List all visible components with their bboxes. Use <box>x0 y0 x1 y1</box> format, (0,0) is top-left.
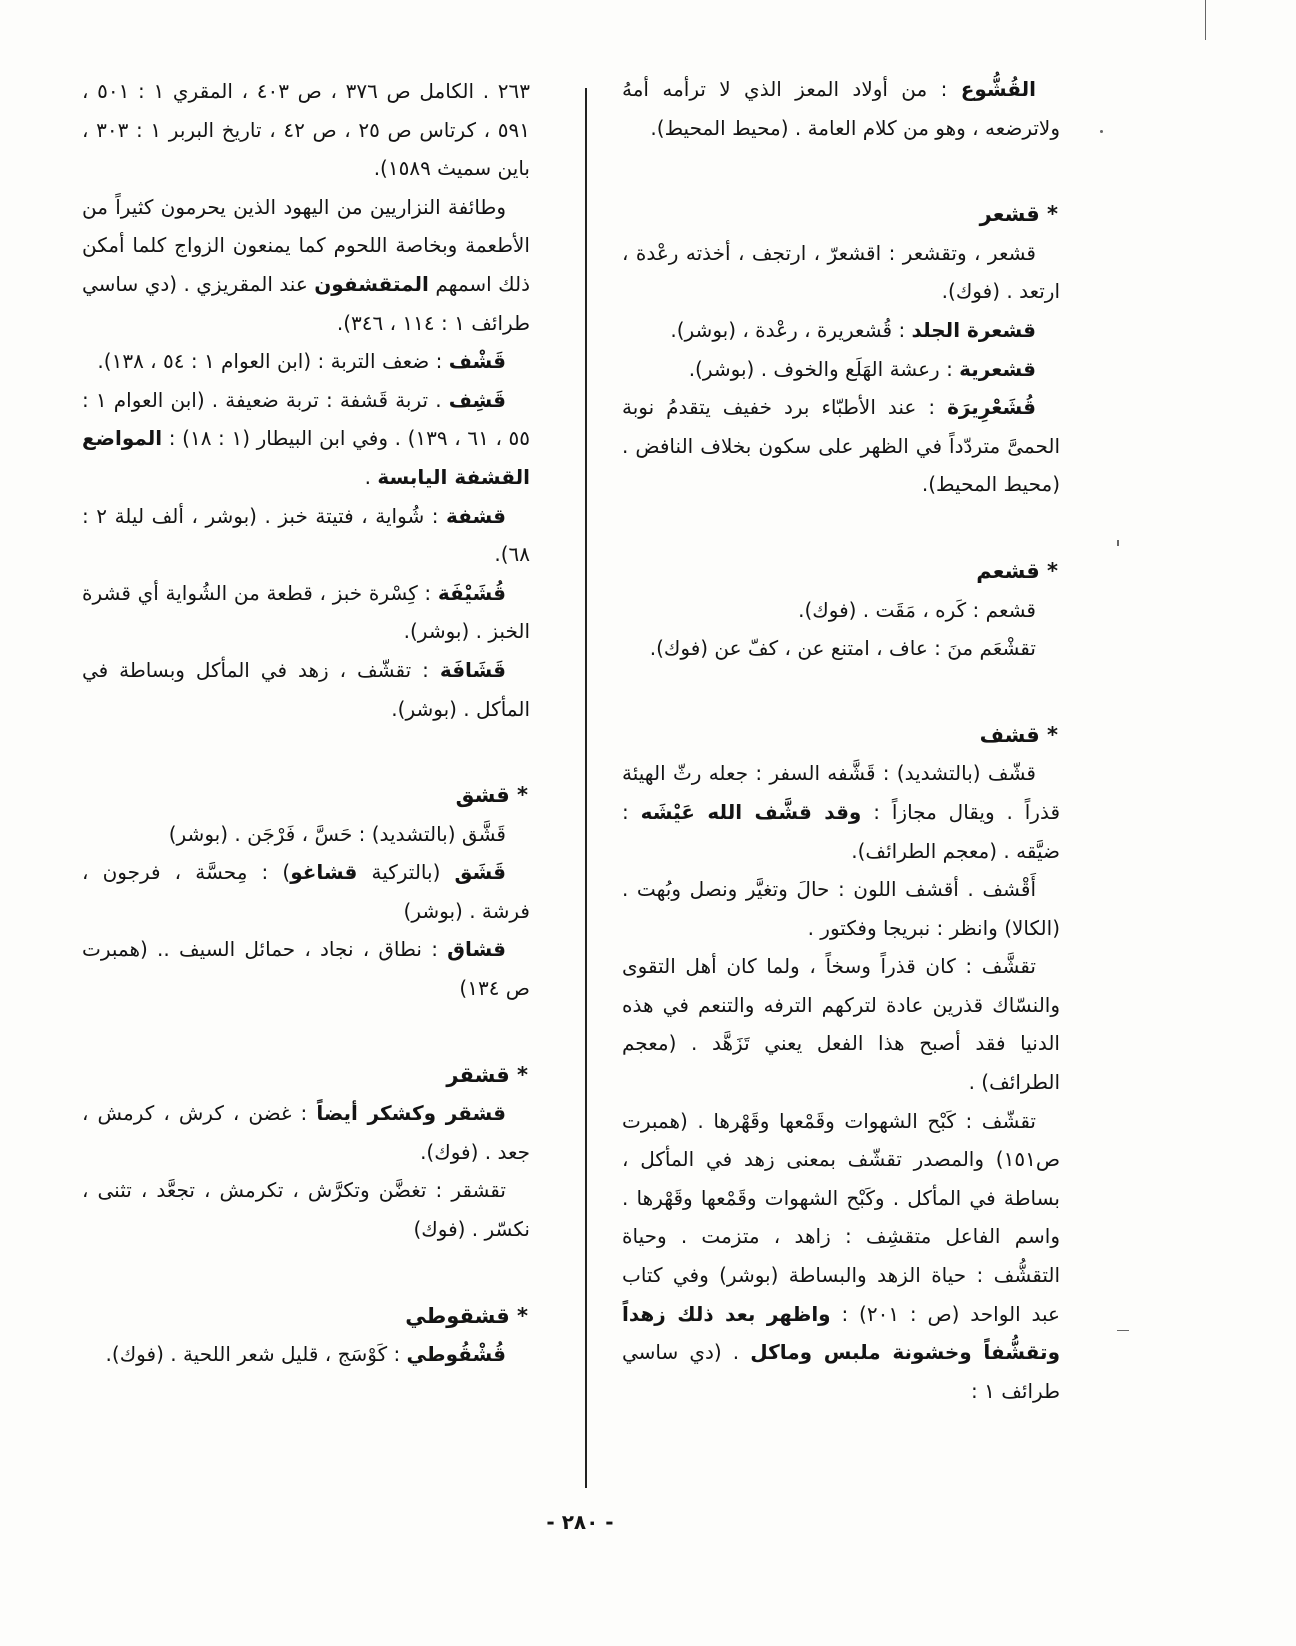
term: قشعرية <box>959 356 1036 381</box>
paragraph <box>82 651 530 728</box>
term: وقد قشَّف الله عَيْشَه <box>640 799 862 824</box>
heading-text: قشف <box>979 722 1040 747</box>
paragraph <box>622 311 1060 350</box>
paragraph <box>82 381 530 497</box>
term: واظهر بعد ذلك زهداً وتقشُّفاً وخشونة ملبس وماكل <box>622 1301 1060 1365</box>
star-marker: * <box>517 1062 528 1087</box>
scan-mark <box>1117 540 1119 546</box>
definition: : كِسْرة خبز ، قطعة من الشُواية أي قشرة الخبز . (بوشر). <box>82 580 530 644</box>
section-heading-qashaf <box>622 716 1060 755</box>
paragraph <box>82 342 530 381</box>
term: قَشَافَة <box>439 657 506 682</box>
heading-text: قشقوطي <box>405 1303 510 1328</box>
entry-qushuu <box>622 70 1060 147</box>
term: قَشَق <box>454 860 506 885</box>
section-heading-qashar <box>622 195 1060 234</box>
definition: : كَوْسَج ، قليل شعر اللحية . (فوك). <box>105 1342 407 1367</box>
term: قُشَيْفَة <box>437 580 506 605</box>
definition: : غضن ، كرش ، كرمش ، جعد . (فوك). <box>82 1101 530 1164</box>
definition: : عند الأطبّاء برد خفيف يتقدمُ نوبة الحمىَّ متردّداً في الظهر على سكون بخلاف النافض . (محيط المحيط). <box>622 395 1060 497</box>
term: القُشُّوع <box>960 77 1036 101</box>
section-heading-qashaq <box>82 776 530 815</box>
text-run: . <box>364 464 378 489</box>
paragraph <box>82 1335 530 1374</box>
term: قَشْف <box>448 349 506 374</box>
text-run: . (دي ساسي طرائف ١ : <box>622 1340 1060 1403</box>
paragraph <box>82 930 530 1007</box>
paragraph: ٢٦٣ . الكامل ص ٣٧٦ ، ص ٤٠٣ ، المقري ١ : ٥٠١ ، ٥٩١ ، كرتاس ص ٢٥ ، ص ٤٢ ، تاريخ البربر ١ : ٣٠٣ ، باين سميث ١٥٨٩). <box>82 79 531 181</box>
star-marker: * <box>517 1303 528 1328</box>
text-run: وطائفة النزاريين من اليهود الذين يحرمون كثيراً من الأطعمة وبخاصة اللحوم كما يمنعون الزواج كلما أمكن ذلك اسمهم <box>82 194 530 296</box>
paragraph: قشعم : كَره ، مَقَت . (فوك). <box>798 597 1036 622</box>
star-marker: * <box>1047 558 1058 583</box>
star-marker: * <box>1047 722 1058 747</box>
paragraph <box>622 754 1060 870</box>
text-run: : ضيَّقه . (معجم الطرائف). <box>622 799 1060 863</box>
definition: : شُواية ، فتيتة خبز . (بوشر ، ألف ليلة ٢ : ٦٨). <box>82 503 530 567</box>
definition: : ضعف التربة : (ابن العوام ١ : ٥٤ ، ١٣٨). <box>97 349 449 374</box>
scan-mark <box>1117 1330 1129 1331</box>
definition: : نطاق ، نجاد ، حمائل السيف .. (همبرت ص ١٣٤) <box>82 937 530 1001</box>
heading-text: قشعر <box>979 202 1040 227</box>
term: قشفة <box>446 503 506 528</box>
paragraph <box>82 853 530 930</box>
paragraph: تقشْعَم منَ : عاف ، امتنع عن ، كفّ عن (فوك). <box>649 636 1036 661</box>
section-heading-qashquti <box>82 1297 530 1336</box>
section-heading-qashaam <box>622 552 1060 591</box>
paragraph <box>82 1094 530 1171</box>
definition: : رعشة الهَلَع والخوف . (بوشر). <box>688 356 960 381</box>
paragraph: تقشقر : تغضَّن وتكرَّش ، تكرمش ، تجعَّد ، تثنى ، نكسّر . (فوك) <box>82 1178 530 1242</box>
term: قشقر وكشكر أيضاً <box>316 1101 506 1126</box>
text-run: عند المقريزي . (دي ساسي طرائف ١ : ١١٤ ، ٣٤٦). <box>82 271 530 335</box>
left-column <box>82 72 530 1374</box>
term: المتقشفون <box>314 271 429 296</box>
heading-text: قشقر <box>446 1062 510 1087</box>
text-run: قشّف (بالتشديد) : قَشَّفه السفر : جعله رثّ الهيئة قذراً . ويقال مجازاً : <box>622 761 1060 824</box>
paragraph <box>622 350 1060 389</box>
term: قُشَعْرِيرَة <box>947 395 1036 420</box>
paragraph <box>622 388 1060 504</box>
definition: : قُشعريرة ، رعْدة ، (بوشر). <box>670 317 912 342</box>
text-run: (بالتركية <box>357 860 455 885</box>
paragraph: قَشَّق (بالتشديد) : حَسَّ ، فَرْجَن . (بوشر) <box>168 821 506 846</box>
text-run: . تربة قَشفة : تربة ضعيفة . (ابن العوام ١ : ٥٥ ، ٦١ ، ١٣٩) . وفي ابن البيطار (١ : ١٨) : <box>82 387 531 451</box>
paragraph <box>82 574 530 651</box>
page-number: - ٢٨٠ - <box>546 1510 614 1534</box>
term: قشاغو <box>290 860 358 885</box>
scan-mark <box>1205 0 1206 40</box>
paragraph: أَقْشف . أقشف اللون : حالَ وتغيَّر ونصل وبُهت . (الكالا) وانظر : نبريجا وفكتور . <box>622 877 1060 940</box>
definition: : من أولاد المعز الذي لا ترأمه أمهُ ولاترضعه ، وهو من كلام العامة . (محيط المحيط). <box>622 77 1060 140</box>
section-heading-qashqar <box>82 1056 530 1095</box>
right-column <box>622 70 1060 1410</box>
heading-text: قشعم <box>976 558 1040 583</box>
paragraph <box>82 497 530 574</box>
text-run: تقشّف : كَبْح الشهوات وقَمْعها وقَهْرها . (همبرت ص١٥١) والمصدر تقشّف بمعنى زهد في المأكل ، بساطة في المأكل . وكَبْح الشهوات وقَمْعها وقَهْرها . واسم الفاعل متقشِف : زاهد ، متزمت . وحياة التقشُّف : حياة الزهد والبساطة (بوشر) وفي كتاب عبد الواحد (ص : ٢٠١) : <box>622 1108 1060 1326</box>
paragraph: تقشَّف : كان قذراً وسخاً ، ولما كان أهل التقوى والنسّاك قذرين عادة لتركهم الترفه والتنعم في هذه الدنيا فقد أصبح هذا الفعل يعني تَزَهَّد . (معجم الطرائف) . <box>622 954 1060 1095</box>
scan-mark <box>1100 130 1103 133</box>
heading-text: قشق <box>455 783 510 808</box>
star-marker: * <box>1047 202 1058 227</box>
definition: ) : مِحسَّة ، فرجون ، فرشة . (بوشر) <box>82 860 530 923</box>
paragraph <box>622 1102 1060 1411</box>
star-marker: * <box>517 783 528 808</box>
term: قُشْقُوطي <box>406 1342 506 1367</box>
term: المواضع القشفة اليابسة <box>82 426 530 489</box>
paragraph: قشعر ، وتقشعر : اقشعرّ ، ارتجف ، أخذته رعْدة ، ارتعد . (فوك). <box>622 240 1060 304</box>
term: قَشِف <box>448 387 506 412</box>
term: قشاق <box>447 937 506 962</box>
term: قشعرة الجلد <box>911 317 1036 342</box>
column-divider <box>585 88 587 1488</box>
paragraph <box>82 188 530 342</box>
definition: : تقشّف ، زهد في المأكل وبساطة في المأكل . (بوشر). <box>82 657 530 721</box>
